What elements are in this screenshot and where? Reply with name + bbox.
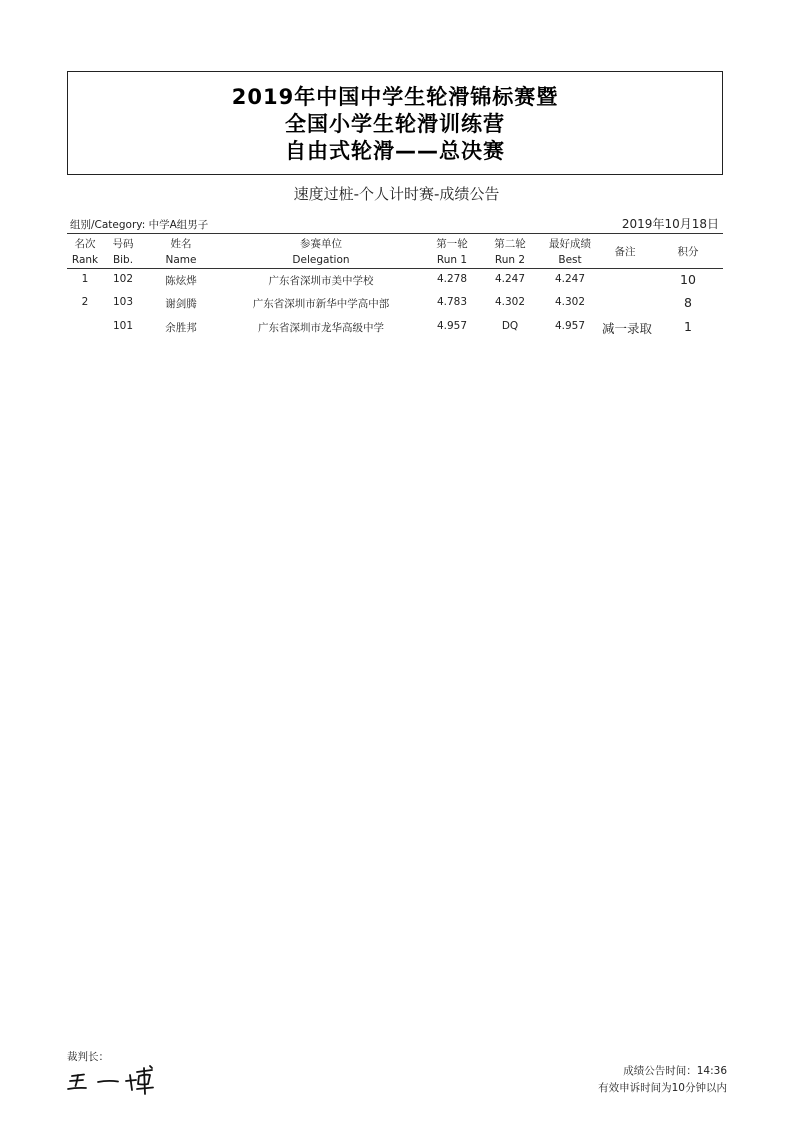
announcement-time: 成绩公告时间：14:36	[623, 1065, 727, 1077]
cell-points: 10	[680, 272, 696, 287]
header-best-en: Best	[558, 254, 582, 266]
header-bib	[103, 236, 143, 268]
cell-name: 陈炫烨	[165, 275, 197, 287]
cell-name: 余胜邦	[165, 322, 197, 334]
cell-rank: 2	[81, 296, 89, 308]
cell-run1: 4.957	[436, 320, 468, 332]
header-note	[600, 244, 650, 260]
header-run1-cn: 第一轮	[436, 238, 468, 250]
header-points-cn: 积分	[677, 246, 699, 258]
header-bib-cn: 号码	[112, 238, 134, 250]
header-note-cn: 备注	[614, 246, 636, 258]
header-delegation	[240, 236, 402, 268]
cell-best: 4.957	[554, 320, 586, 332]
title-line-2: 全国小学生轮滑训练营	[285, 112, 505, 136]
cell-run2: 4.247	[494, 273, 526, 285]
cell-points: 1	[684, 319, 692, 334]
header-name	[150, 236, 212, 268]
header-rank-en: Rank	[71, 254, 99, 266]
cell-bib: 101	[112, 320, 134, 332]
table-header-rule	[67, 268, 723, 269]
header-run2-en: Run 2	[494, 254, 526, 266]
cell-run1: 4.278	[436, 273, 468, 285]
subtitle: 速度过桩-个人计时赛-成绩公告	[293, 185, 500, 203]
chief-judge-label: 裁判长：	[67, 1051, 109, 1063]
header-run1-en: Run 1	[436, 254, 468, 266]
cell-points: 8	[684, 295, 692, 310]
cell-note: 减一录取	[601, 321, 652, 336]
header-run1	[428, 236, 476, 268]
header-best-cn: 最好成绩	[549, 238, 591, 250]
cell-rank: 1	[81, 273, 89, 285]
header-bib-en: Bib.	[112, 254, 134, 266]
header-rank-cn: 名次	[74, 238, 96, 250]
header-rank	[64, 236, 106, 268]
cell-run2: DQ	[501, 320, 519, 332]
header-delegation-cn: 参赛单位	[300, 238, 342, 250]
header-delegation-en: Delegation	[292, 254, 350, 266]
appeal-note: 有效申诉时间为10分钟以内	[598, 1082, 727, 1094]
header-run2-cn: 第二轮	[494, 238, 526, 250]
category-label: 组别/Category: 中学A组男子	[70, 219, 209, 231]
cell-delegation: 广东省深圳市美中学校	[268, 275, 374, 287]
title-line-1: 2019年中国中学生轮滑锦标赛暨	[231, 85, 559, 109]
cell-best: 4.247	[554, 273, 586, 285]
cell-delegation: 广东省深圳市龙华高级中学	[258, 322, 384, 334]
header-run2	[486, 236, 534, 268]
cell-bib: 103	[112, 296, 134, 308]
cell-bib: 102	[112, 273, 134, 285]
cell-name: 谢剑腾	[165, 298, 197, 310]
cell-best: 4.302	[554, 296, 586, 308]
title-line-3: 自由式轮滑——总决赛	[285, 139, 505, 163]
chief-judge-signature	[66, 1062, 156, 1098]
table-top-rule	[67, 233, 723, 234]
cell-delegation: 广东省深圳市新华中学高中部	[252, 298, 390, 310]
header-points	[664, 244, 712, 260]
cell-run2: 4.302	[494, 296, 526, 308]
date-label: 2019年10月18日	[621, 217, 719, 231]
cell-run1: 4.783	[436, 296, 468, 308]
title-box	[67, 71, 723, 175]
header-best	[540, 236, 600, 268]
header-name-en: Name	[165, 254, 197, 266]
header-name-cn: 姓名	[170, 238, 192, 250]
